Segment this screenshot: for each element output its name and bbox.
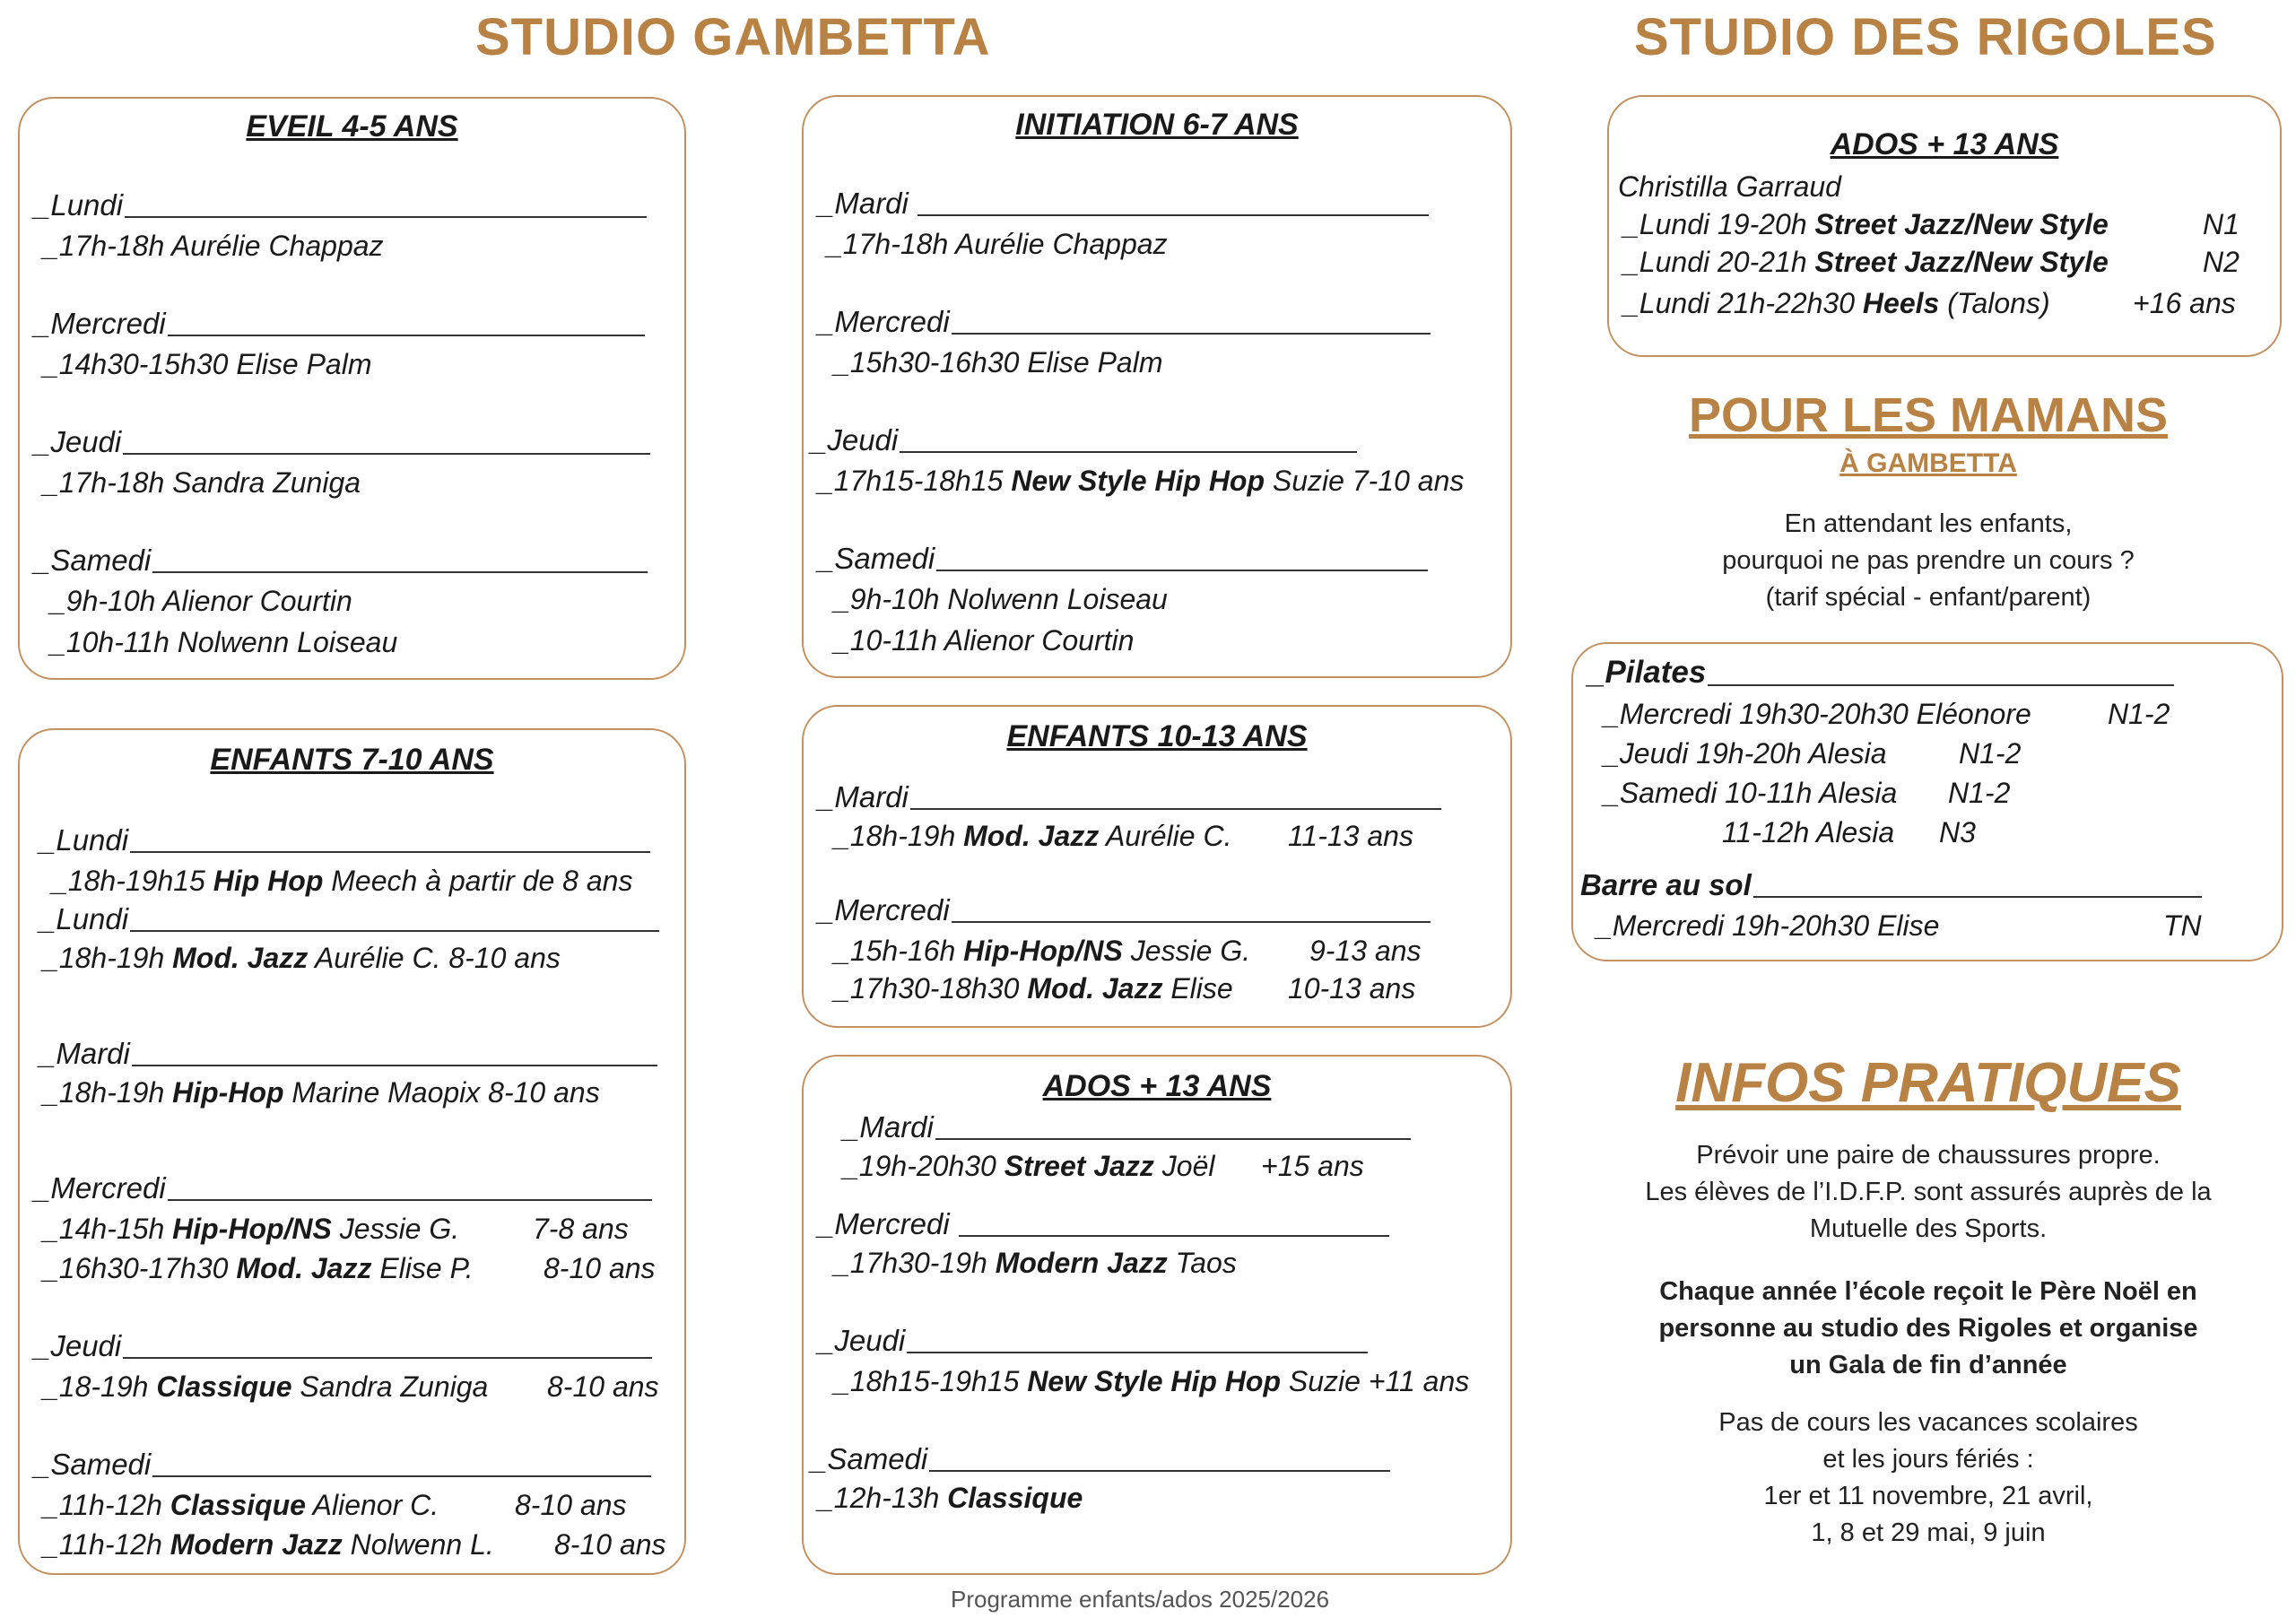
age-label: 8-10 ans bbox=[515, 1489, 627, 1521]
age-label: 8-10 ans bbox=[554, 1528, 666, 1561]
age-label: 9-13 ans bbox=[1309, 935, 1422, 967]
enfants-10-13-title: ENFANTS 10-13 ANS bbox=[1006, 719, 1308, 753]
day-jeudi: _Jeudi bbox=[34, 425, 650, 459]
slot: _18h15-19h15 New Style Hip Hop Suzie +11 ans bbox=[834, 1365, 1470, 1397]
slot: _Jeudi 19h-20h Alesia bbox=[1604, 737, 1887, 770]
enfants-7-10-box bbox=[18, 728, 686, 1575]
day-mercredi: _Mercredi bbox=[34, 307, 645, 341]
ados-rigoles-box bbox=[1607, 95, 2282, 357]
eveil-box bbox=[18, 97, 686, 680]
slot: _9h-10h Nolwenn Loiseau bbox=[834, 583, 1168, 615]
studio-gambetta-title: STUDIO GAMBETTA bbox=[475, 8, 991, 66]
slot: _Lundi 20-21h Street Jazz/New Style bbox=[1623, 246, 2109, 278]
day-lundi: _Lundi bbox=[39, 902, 659, 936]
slot: _15h-16h Hip-Hop/NS Jessie G. bbox=[834, 935, 1251, 967]
level-label: +16 ans bbox=[2133, 287, 2236, 319]
day-samedi: _Samedi bbox=[34, 544, 648, 578]
slot: _17h30-18h30 Mod. Jazz Elise bbox=[834, 972, 1233, 1005]
day-mercredi: _Mercredi bbox=[818, 893, 1431, 927]
ados-rigoles-title: ADOS + 13 ANS bbox=[1830, 127, 2059, 161]
slot: _18h-19h15 Hip Hop Meech à partir de 8 ans bbox=[52, 865, 633, 897]
day-mardi: _Mardi bbox=[843, 1110, 1411, 1144]
mamans-subtitle: À GAMBETTA bbox=[1839, 448, 2017, 478]
age-label: 7-8 ans bbox=[533, 1213, 629, 1245]
ados-gambetta-box bbox=[802, 1055, 1512, 1575]
slot: 11-12h Alesia bbox=[1722, 816, 1895, 848]
day-samedi: _Samedi bbox=[811, 1442, 1390, 1476]
slot: _16h30-17h30 Mod. Jazz Elise P. bbox=[43, 1252, 474, 1284]
level-label: N1-2 bbox=[2108, 698, 2170, 730]
infos-block-3: Pas de cours les vacances scolaires et les jours fériés : 1er et 11 novembre, 21 avril, 1, 8 et 29 mai, 9 juin bbox=[1718, 1408, 2138, 1547]
age-label: 10-13 ans bbox=[1288, 972, 1416, 1005]
pilates-title: _Pilates bbox=[1587, 655, 2174, 691]
slot: _17h15-18h15 New Style Hip Hop Suzie 7-10 ans bbox=[818, 465, 1465, 497]
eveil-title: EVEIL 4-5 ANS bbox=[246, 109, 458, 144]
level-label: N1-2 bbox=[1948, 777, 2011, 809]
infos-block-2: Chaque année l’école reçoit le Père Noël en personne au studio des Rigoles et organise un Gala de fin d’année bbox=[1658, 1277, 2198, 1379]
studio-rigoles-title: STUDIO DES RIGOLES bbox=[1634, 8, 2217, 66]
slot: _11h-12h Classique Alienor C. bbox=[43, 1489, 439, 1521]
level-label: N1 bbox=[2203, 208, 2239, 240]
level-label: N2 bbox=[2203, 246, 2239, 278]
teacher-name: Christilla Garraud bbox=[1618, 170, 1841, 203]
mamans-title: POUR LES MAMANS bbox=[1688, 388, 2168, 442]
slot: _17h-18h Aurélie Chappaz bbox=[827, 228, 1168, 260]
level-label: N3 bbox=[1939, 816, 1976, 848]
day-mardi: _Mardi bbox=[818, 187, 1429, 221]
level-label: TN bbox=[2163, 909, 2202, 942]
slot: _14h-15h Hip-Hop/NS Jessie G. bbox=[43, 1213, 460, 1245]
slot: _17h-18h Aurélie Chappaz bbox=[43, 230, 384, 262]
barre-title: Barre au sol bbox=[1580, 868, 2202, 902]
day-lundi: _Lundi bbox=[34, 188, 647, 222]
slot: _Mercredi 19h-20h30 Elise bbox=[1596, 909, 1940, 942]
infos-block-1: Prévoir une paire de chaussures propre. Les élèves de l’I.D.F.P. sont assurés auprès de la Mutuelle des Sports. bbox=[1645, 1141, 2212, 1243]
day-mardi: _Mardi bbox=[39, 1037, 657, 1071]
day-samedi: _Samedi bbox=[34, 1448, 651, 1482]
day-mercredi: _Mercredi bbox=[818, 1207, 1389, 1241]
slot: _Lundi 21h-22h30 Heels (Talons) bbox=[1623, 287, 2050, 319]
slot: _17h30-19h Modern Jazz Taos bbox=[834, 1247, 1237, 1279]
ados-gambetta-title: ADOS + 13 ANS bbox=[1042, 1069, 1272, 1103]
slot: _14h30-15h30 Elise Palm bbox=[43, 348, 372, 380]
infos-title: INFOS PRATIQUES bbox=[1675, 1052, 2181, 1114]
slot: _10h-11h Nolwenn Loiseau bbox=[50, 626, 398, 658]
day-mercredi: _Mercredi bbox=[34, 1171, 652, 1205]
age-label: 11-13 ans bbox=[1288, 820, 1413, 852]
day-mercredi: _Mercredi bbox=[818, 305, 1431, 339]
slot: _Samedi 10-11h Alesia bbox=[1604, 777, 1898, 809]
day-samedi: _Samedi bbox=[818, 542, 1428, 576]
initiation-box bbox=[802, 95, 1512, 678]
age-label: +15 ans bbox=[1261, 1150, 1364, 1182]
slot: _19h-20h30 Street Jazz Joël bbox=[843, 1150, 1215, 1182]
pilates-box bbox=[1571, 642, 2283, 961]
slot: _11h-12h Modern Jazz Nolwenn L. bbox=[43, 1528, 494, 1561]
mamans-text: En attendant les enfants, pourquoi ne pas prendre un cours ? (tarif spécial - enfant/parent) bbox=[1722, 509, 2135, 612]
day-mardi: _Mardi bbox=[818, 780, 1441, 814]
enfants-7-10-title: ENFANTS 7-10 ANS bbox=[210, 743, 494, 777]
day-jeudi: _Jeudi bbox=[818, 1324, 1368, 1358]
slot: _18h-19h Hip-Hop Marine Maopix 8-10 ans bbox=[43, 1076, 600, 1109]
enfants-10-13-box bbox=[802, 705, 1512, 1028]
slot: _18h-19h Mod. Jazz Aurélie C. bbox=[834, 820, 1232, 852]
initiation-title: INITIATION 6-7 ANS bbox=[1015, 108, 1299, 142]
slot: _15h30-16h30 Elise Palm bbox=[834, 346, 1163, 378]
slot: _Lundi 19-20h Street Jazz/New Style bbox=[1623, 208, 2109, 240]
age-label: 8-10 ans bbox=[547, 1370, 659, 1403]
day-lundi: _Lundi bbox=[39, 823, 650, 857]
slot: _9h-10h Alienor Courtin bbox=[50, 585, 352, 617]
slot: _Mercredi 19h30-20h30 Eléonore bbox=[1604, 698, 2031, 730]
slot: _17h-18h Sandra Zuniga bbox=[43, 466, 361, 499]
footer: Programme enfants/ados 2025/2026 bbox=[951, 1586, 1330, 1613]
level-label: N1-2 bbox=[1959, 737, 2022, 770]
slot: _10-11h Alienor Courtin bbox=[834, 624, 1135, 657]
slot: _18-19h Classique Sandra Zuniga bbox=[43, 1370, 489, 1403]
slot: _12h-13h Classique bbox=[818, 1482, 1083, 1514]
age-label: 8-10 ans bbox=[544, 1252, 656, 1284]
day-jeudi: _Jeudi bbox=[34, 1329, 652, 1363]
slot: _18h-19h Mod. Jazz Aurélie C. 8-10 ans bbox=[43, 942, 561, 974]
day-jeudi: _Jeudi bbox=[811, 423, 1357, 457]
